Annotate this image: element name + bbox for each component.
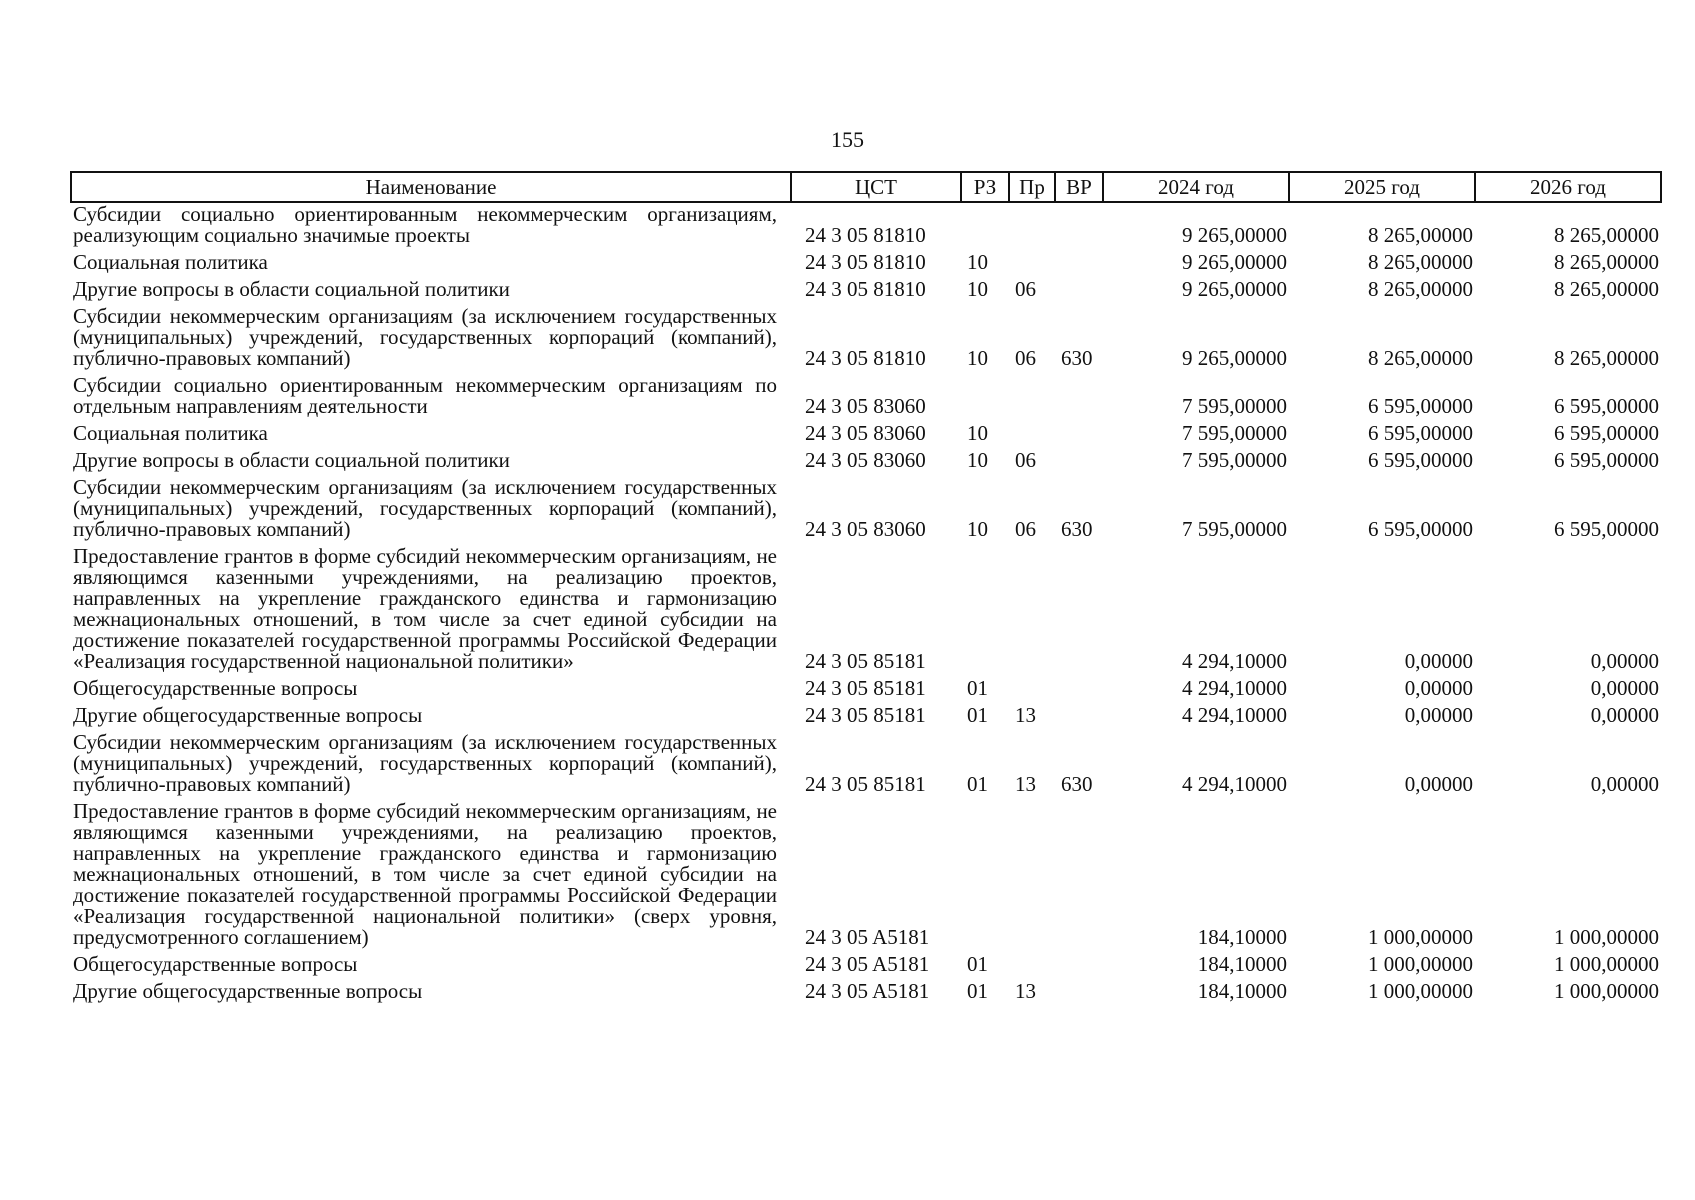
cell-pr: [1009, 953, 1055, 980]
cell-2025: 0,00000: [1404, 772, 1473, 796]
cell-2026: 1 000,00000: [1554, 952, 1659, 976]
cell-2025: 6 595,00000: [1368, 448, 1473, 472]
table-row: [71, 251, 1661, 278]
cell-2025: 8 265,00000: [1368, 346, 1473, 370]
cell-rz: 10: [967, 517, 988, 541]
cell-2025: 0,00000: [1404, 649, 1473, 673]
cell-name: Общегосударственные вопросы: [73, 952, 358, 976]
cell-name: Общегосударственные вопросы: [73, 676, 358, 700]
table-row: [71, 953, 1661, 980]
cell-2024: 7 595,00000: [1182, 394, 1287, 418]
cell-2024: 7 595,00000: [1182, 517, 1287, 541]
cell-cst: 24 3 05 83060: [805, 517, 926, 541]
cell-2025: 0,00000: [1404, 676, 1473, 700]
cell-pr: [1009, 677, 1055, 704]
cell-vr: [1055, 800, 1103, 953]
cell-name: Другие общегосударственные вопросы: [73, 979, 423, 1003]
cell-2024: 9 265,00000: [1182, 223, 1287, 247]
cell-name: Субсидии социально ориентированным некоммерческим организациям по отдельным направлениям деятельности: [73, 373, 777, 418]
cell-rz: [961, 374, 1009, 422]
cell-cst: 24 3 05 81810: [805, 346, 926, 370]
cell-vr: [1055, 202, 1103, 251]
cell-cst: 24 3 05 81810: [805, 277, 926, 301]
table-row: [71, 476, 1661, 545]
cell-rz: 01: [967, 703, 988, 727]
cell-name: Социальная политика: [73, 250, 268, 274]
cell-vr: [1055, 980, 1103, 1007]
cell-cst: 24 3 05 81810: [805, 250, 926, 274]
cell-name: Предоставление грантов в форме субсидий некоммерческим организациям, не являющимся казенными учреждениями, на реализацию проектов, направленных на укрепление гражданского единства и гармонизацию межнациональных отношений, в том числе за счет единой субсидии на достижение показателей государственной программы Российской Федерации «Реализация государственной национальной политики»: [73, 544, 777, 673]
header-vr: ВР: [1055, 172, 1103, 202]
cell-name: Другие вопросы в области социальной политики: [73, 277, 510, 301]
cell-pr: 06: [1015, 448, 1036, 472]
cell-2026: 6 595,00000: [1554, 421, 1659, 445]
cell-2025: 8 265,00000: [1368, 250, 1473, 274]
cell-2026: 1 000,00000: [1554, 979, 1659, 1003]
cell-2026: 8 265,00000: [1554, 346, 1659, 370]
cell-2026: 8 265,00000: [1554, 277, 1659, 301]
cell-2024: 9 265,00000: [1182, 250, 1287, 274]
cell-cst: 24 3 05 A5181: [805, 952, 930, 976]
cell-rz: [961, 545, 1009, 677]
cell-pr: 06: [1015, 277, 1036, 301]
cell-vr: [1055, 545, 1103, 677]
cell-rz: [961, 202, 1009, 251]
cell-vr: [1055, 449, 1103, 476]
cell-2026: 0,00000: [1590, 676, 1659, 700]
cell-pr: [1009, 545, 1055, 677]
cell-2024: 9 265,00000: [1182, 277, 1287, 301]
table-row: [71, 305, 1661, 374]
cell-rz: 01: [967, 676, 988, 700]
cell-pr: [1009, 800, 1055, 953]
cell-rz: 01: [967, 952, 988, 976]
cell-vr: [1055, 278, 1103, 305]
cell-2024: 4 294,10000: [1182, 703, 1287, 727]
table-row: [71, 731, 1661, 800]
table-row: [71, 980, 1661, 1007]
cell-2024: 184,10000: [1197, 925, 1287, 949]
cell-name: Субсидии социально ориентированным некоммерческим организациям, реализующим социально значимые проекты: [73, 202, 777, 247]
cell-vr: [1055, 953, 1103, 980]
cell-2025: 1 000,00000: [1368, 925, 1473, 949]
cell-rz: [961, 800, 1009, 953]
cell-2026: 0,00000: [1590, 649, 1659, 673]
cell-cst: 24 3 05 85181: [805, 649, 926, 673]
table-row: [71, 449, 1661, 476]
cell-rz: 01: [967, 772, 988, 796]
table-row: [71, 677, 1661, 704]
cell-2024: 7 595,00000: [1182, 421, 1287, 445]
table-header: [71, 172, 1661, 202]
cell-cst: 24 3 05 81810: [805, 223, 926, 247]
table-row: [71, 704, 1661, 731]
table-row: [71, 278, 1661, 305]
cell-cst: 24 3 05 83060: [805, 421, 926, 445]
cell-pr: [1009, 251, 1055, 278]
cell-name: Субсидии некоммерческим организациям (за исключением государственных (муниципальных) учреждений, государственных корпораций (компаний), публично-правовых компаний): [73, 304, 777, 370]
header-2024: 2024 год: [1103, 172, 1289, 202]
header-pr: Пр: [1009, 172, 1055, 202]
table-row: [71, 545, 1661, 677]
cell-2026: 8 265,00000: [1554, 223, 1659, 247]
cell-pr: [1009, 374, 1055, 422]
header-name: Наименование: [71, 172, 791, 202]
cell-pr: [1009, 422, 1055, 449]
cell-cst: 24 3 05 83060: [805, 394, 926, 418]
header-rz: РЗ: [961, 172, 1009, 202]
cell-cst: 24 3 05 85181: [805, 772, 926, 796]
cell-2025: 8 265,00000: [1368, 277, 1473, 301]
cell-2025: 6 595,00000: [1368, 421, 1473, 445]
table-row: [71, 800, 1661, 953]
cell-cst: 24 3 05 85181: [805, 676, 926, 700]
cell-vr: [1055, 677, 1103, 704]
cell-rz: 10: [967, 421, 988, 445]
cell-2025: 6 595,00000: [1368, 394, 1473, 418]
cell-name: Другие общегосударственные вопросы: [73, 703, 423, 727]
cell-2025: 6 595,00000: [1368, 517, 1473, 541]
cell-name: Другие вопросы в области социальной политики: [73, 448, 510, 472]
page-number: 155: [831, 127, 864, 152]
header-2025: 2025 год: [1289, 172, 1475, 202]
cell-name: Субсидии некоммерческим организациям (за исключением государственных (муниципальных) учреждений, государственных корпораций (компаний), публично-правовых компаний): [73, 475, 777, 541]
cell-2025: 8 265,00000: [1368, 223, 1473, 247]
cell-cst: 24 3 05 A5181: [805, 979, 930, 1003]
cell-cst: 24 3 05 83060: [805, 448, 926, 472]
cell-cst: 24 3 05 85181: [805, 703, 926, 727]
cell-2026: 6 595,00000: [1554, 394, 1659, 418]
cell-name: Субсидии некоммерческим организациям (за исключением государственных (муниципальных) учреждений, государственных корпораций (компаний), публично-правовых компаний): [73, 730, 777, 796]
cell-2024: 184,10000: [1197, 979, 1287, 1003]
cell-rz: 10: [967, 448, 988, 472]
cell-vr: 630: [1061, 772, 1093, 796]
cell-2026: 0,00000: [1590, 703, 1659, 727]
cell-pr: 13: [1015, 772, 1036, 796]
cell-vr: [1055, 374, 1103, 422]
cell-name: Социальная политика: [73, 421, 268, 445]
table-row: [71, 422, 1661, 449]
cell-rz: 01: [967, 979, 988, 1003]
cell-2026: 8 265,00000: [1554, 250, 1659, 274]
cell-2026: 6 595,00000: [1554, 517, 1659, 541]
table-body: [71, 202, 1661, 1007]
cell-pr: [1009, 202, 1055, 251]
cell-2024: 4 294,10000: [1182, 772, 1287, 796]
cell-2026: 0,00000: [1590, 772, 1659, 796]
cell-2025: 1 000,00000: [1368, 952, 1473, 976]
table-row: [71, 202, 1661, 251]
cell-2024: 7 595,00000: [1182, 448, 1287, 472]
cell-pr: 13: [1015, 979, 1036, 1003]
header-cst: ЦСТ: [791, 172, 961, 202]
cell-vr: 630: [1061, 346, 1093, 370]
cell-2026: 6 595,00000: [1554, 448, 1659, 472]
cell-vr: 630: [1061, 517, 1093, 541]
cell-vr: [1055, 422, 1103, 449]
cell-2025: 0,00000: [1404, 703, 1473, 727]
cell-rz: 10: [967, 250, 988, 274]
cell-pr: 06: [1015, 346, 1036, 370]
cell-rz: 10: [967, 346, 988, 370]
cell-cst: 24 3 05 A5181: [805, 925, 930, 949]
cell-rz: 10: [967, 277, 988, 301]
cell-vr: [1055, 704, 1103, 731]
cell-pr: 13: [1015, 703, 1036, 727]
cell-2024: 4 294,10000: [1182, 649, 1287, 673]
table-row: [71, 374, 1661, 422]
cell-2024: 184,10000: [1197, 952, 1287, 976]
budget-table: [70, 171, 1662, 1007]
cell-2024: 4 294,10000: [1182, 676, 1287, 700]
cell-name: Предоставление грантов в форме субсидий некоммерческим организациям, не являющимся казенными учреждениями, на реализацию проектов, направленных на укрепление гражданского единства и гармонизацию межнациональных отношений, в том числе за счет единой субсидии на достижение показателей государственной программы Российской Федерации «Реализация государственной национальной политики» (сверх уровня, предусмотренного соглашением): [73, 799, 777, 949]
cell-2026: 1 000,00000: [1554, 925, 1659, 949]
cell-pr: 06: [1015, 517, 1036, 541]
header-2026: 2026 год: [1475, 172, 1661, 202]
header-row: [71, 172, 1661, 202]
cell-vr: [1055, 251, 1103, 278]
cell-2025: 1 000,00000: [1368, 979, 1473, 1003]
cell-2024: 9 265,00000: [1182, 346, 1287, 370]
